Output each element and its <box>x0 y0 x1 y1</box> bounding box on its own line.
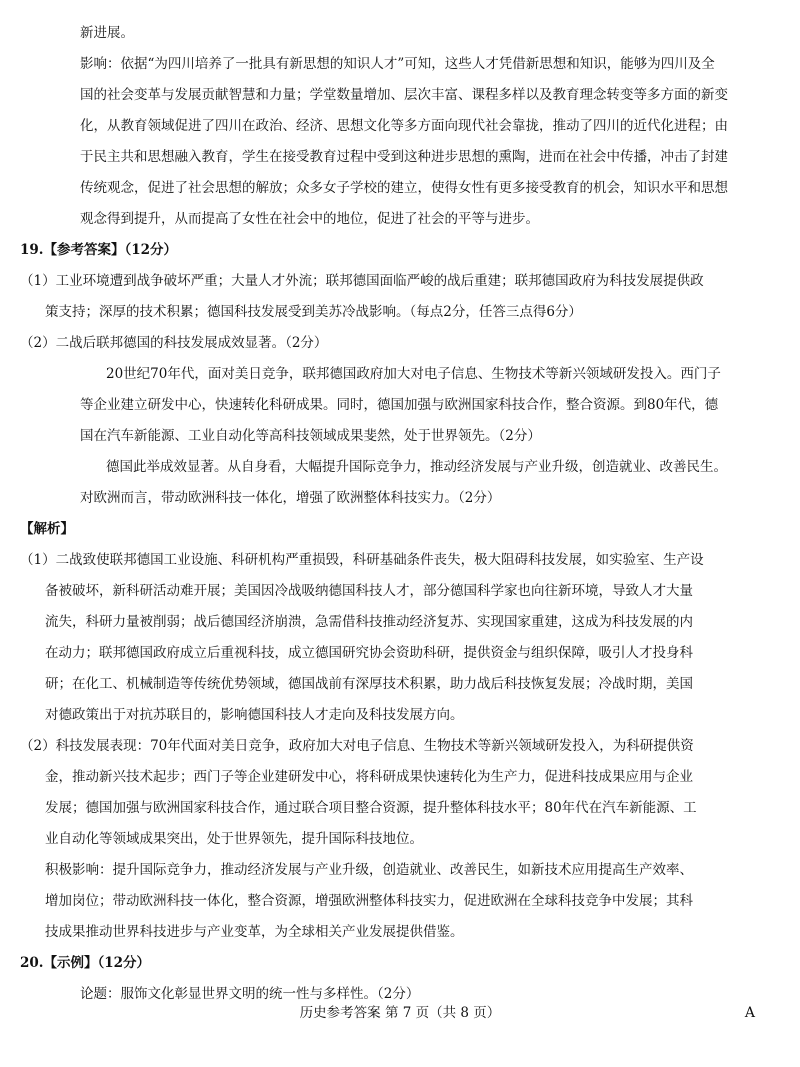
text-line: 化，从教育领域促进了四川在政治、经济、思想文化等多方面向现代社会靠拢，推动了四川的近代化进程；由 <box>80 118 728 134</box>
text-line: 于民主共和思想融入教育，学生在接受教育过程中受到这种进步思想的熏陶，进而在社会中传播，冲击了封建 <box>80 149 728 165</box>
text-line: 对欧洲而言，带动欧洲科技一体化，增强了欧洲整体科技实力。（2分） <box>80 490 501 506</box>
text-line: 传统观念，促进了社会思想的解放；众多女子学校的建立，使得女性有更多接受教育的机会，知识水平和思想 <box>80 180 728 196</box>
text-line: 备被破坏，新科研活动难开展；美国因冷战吸纳德国科技人才，部分德国科学家也向往新环境，导致人才大量 <box>45 583 693 599</box>
question-19-heading: 19.【参考答案】（12分） <box>20 242 178 258</box>
page-footer: 历史参考答案 第 7 页（共 8 页） <box>299 1005 501 1021</box>
text-line: 新进展。 <box>80 25 134 41</box>
text-line: 发展；德国加强与欧洲国家科技合作，通过联合项目整合资源，提升整体科技水平；80年代在汽车新能源、工 <box>45 800 697 816</box>
text-line: 对德政策出于对抗苏联目的，影响德国科技人才走向及科技发展方向。 <box>45 707 464 723</box>
text-line: 研；在化工、机械制造等传统优势领域，德国战前有深厚技术积累，助力战后科技恢复发展；冷战时期，美国 <box>45 676 693 692</box>
text-line: 20世纪70年代，面对美日竞争，联邦德国政府加大对电子信息、生物技术等新兴领域研发投入。西门子 <box>106 366 721 382</box>
text-line: 观念得到提升，从而提高了女性在社会中的地位，促进了社会的平等与进步。 <box>80 211 539 227</box>
text-line: 论题：服饰文化彰显世界文明的统一性与多样性。（2分） <box>80 986 420 1002</box>
question-20-heading: 20.【示例】（12分） <box>20 955 151 971</box>
text-line: （1）工业环境遭到战争破坏严重；大量人才外流；联邦德国面临严峻的战后重建；联邦德国政府为科技发展提供政 <box>20 273 704 289</box>
text-line: 技成果推动世界科技进步与产业变革，为全球相关产业发展提供借鉴。 <box>45 924 464 940</box>
text-line: 流失，科研力量被削弱；战后德国经济崩溃，急需借科技推动经济复苏、实现国家重建，这成为科技发展的内 <box>45 614 693 630</box>
text-line: （2）二战后联邦德国的科技发展成效显著。（2分） <box>20 335 328 351</box>
text-line: 策支持；深厚的技术积累；德国科技发展受到美苏冷战影响。（每点2分，任答三点得6分） <box>45 304 582 320</box>
text-line: 金，推动新兴技术起步；西门子等企业建研发中心，将科研成果快速转化为生产力，促进科技成果应用与企业 <box>45 769 693 785</box>
text-line: 国的社会变革与发展贡献智慧和力量；学堂数量增加、层次丰富、课程多样以及教育理念转变等多方面的新变 <box>80 87 728 103</box>
text-line: 增加岗位；带动欧洲科技一体化，整合资源，增强欧洲整体科技实力，促进欧洲在全球科技竞争中发展；其科 <box>45 893 693 909</box>
text-line: 国在汽车新能源、工业自动化等高科技领域成果斐然，处于世界领先。（2分） <box>80 428 541 444</box>
analysis-heading: 【解析】 <box>20 521 74 537</box>
text-line: 德国此举成效显著。从自身看，大幅提升国际竞争力，推动经济发展与产业升级，创造就业、改善民生。 <box>106 459 727 475</box>
text-line: 等企业建立研发中心，快速转化科研成果。同时，德国加强与欧洲国家科技合作，整合资源。到80年代，德 <box>80 397 719 413</box>
text-line: 影响：依据“为四川培养了一批具有新思想的知识人才”可知，这些人才凭借新思想和知识，能够为四川及全 <box>80 56 715 72</box>
version-mark: A <box>744 1005 755 1021</box>
text-line: （1）二战致使联邦德国工业设施、科研机构严重损毁，科研基础条件丧失，极大阻碍科技发展，如实验室、生产设 <box>20 552 704 568</box>
text-line: 在动力；联邦德国政府成立后重视科技，成立德国研究协会资助科研，提供资金与组织保障，吸引人才投身科 <box>45 645 693 661</box>
text-line: （2）科技发展表现：70年代面对美日竞争，政府加大对电子信息、生物技术等新兴领域研发投入，为科研提供资 <box>20 738 694 754</box>
text-line: 积极影响：提升国际竞争力，推动经济发展与产业升级，创造就业、改善民生，如新技术应用提高生产效率、 <box>45 862 693 878</box>
text-line: 业自动化等领域成果突出，处于世界领先，提升国际科技地位。 <box>45 831 423 847</box>
